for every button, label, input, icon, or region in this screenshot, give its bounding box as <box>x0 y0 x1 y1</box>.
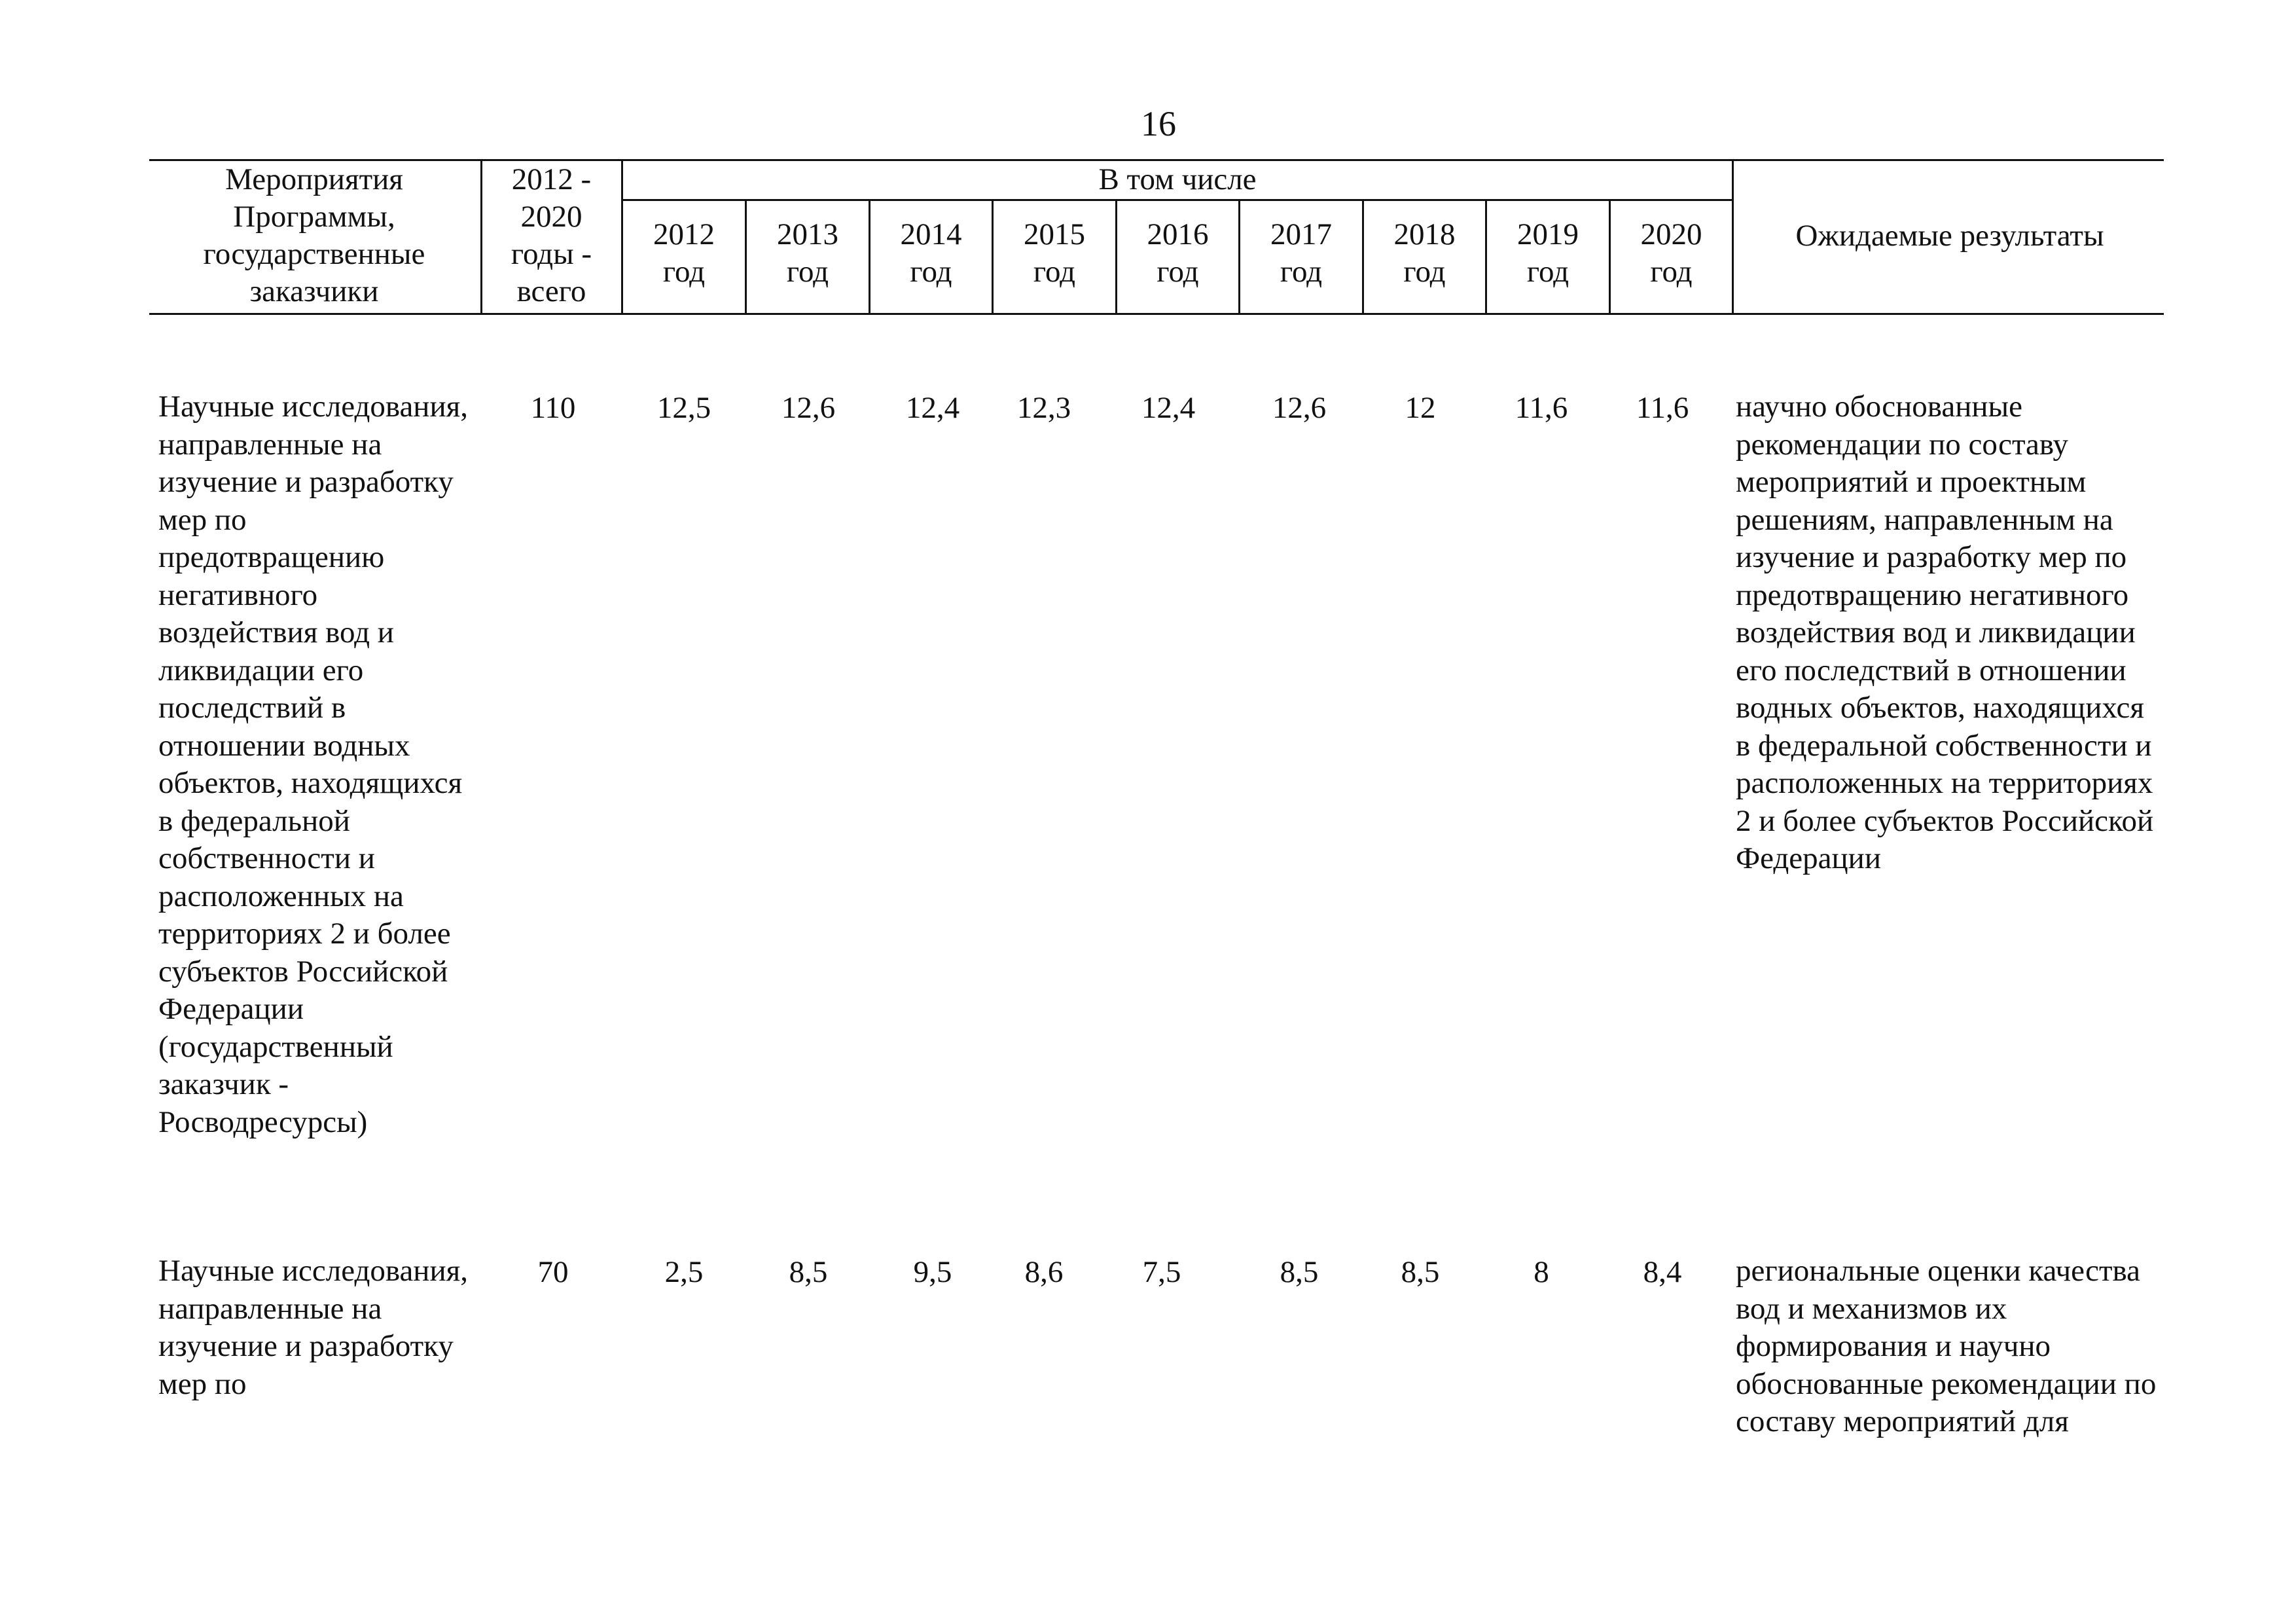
value-cell: 12,3 <box>1016 391 1071 425</box>
header-year: 2014 год <box>900 217 962 289</box>
value-cell: 8,6 <box>1024 1255 1064 1289</box>
value-cell: 12,4 <box>905 391 960 425</box>
value-cell: 8 <box>1534 1255 1549 1289</box>
header-divider <box>1732 159 1734 315</box>
result-cell: региональные оценки качества вод и механизмов их формирования и научно обоснованные рекомендации по составу мероприятий для <box>1736 1254 2157 1438</box>
total-cell: 110 <box>530 391 576 425</box>
value-cell: 11,6 <box>1515 391 1568 425</box>
page-number: 16 <box>1141 104 1176 143</box>
header-total: 2012 - 2020 годы - всего <box>511 162 592 308</box>
value-cell: 9,5 <box>913 1255 952 1289</box>
header-divider <box>480 159 482 315</box>
header-results: Ожидаемые результаты <box>1795 219 2104 253</box>
header-year: 2015 год <box>1024 217 1085 289</box>
header-year: 2013 год <box>777 217 838 289</box>
value-cell: 2,5 <box>664 1255 704 1289</box>
value-cell: 7,5 <box>1142 1255 1181 1289</box>
value-cell: 8,4 <box>1643 1255 1682 1289</box>
value-cell: 12,6 <box>1272 391 1327 425</box>
header-year: 2019 год <box>1517 217 1579 289</box>
measure-cell: Научные исследования, направленные на изучение и разработку мер по <box>158 1254 468 1401</box>
header-year: 2012 год <box>653 217 715 289</box>
header-bottom-rule <box>149 313 2164 315</box>
value-cell: 11,6 <box>1636 391 1689 425</box>
header-year: 2020 год <box>1640 217 1702 289</box>
header-year: 2017 год <box>1270 217 1332 289</box>
subheader-rule <box>621 199 1732 201</box>
total-cell: 70 <box>537 1255 569 1289</box>
value-cell: 12,5 <box>656 391 711 425</box>
value-cell: 8,5 <box>789 1255 828 1289</box>
value-cell: 12,4 <box>1141 391 1196 425</box>
value-cell: 12 <box>1405 391 1436 425</box>
value-cell: 8,5 <box>1401 1255 1440 1289</box>
measure-cell: Научные исследования, направленные на изучение и разработку мер по предотвращению негативного воздействия вод и ликвидации его последствий в отношении водных объектов, находящихся в федеральной собственности и расположенных на территориях 2 и более субъектов Российской Федерации (государственный заказчик - Росводресурсы) <box>158 390 468 1139</box>
value-cell: 8,5 <box>1280 1255 1319 1289</box>
header-measures: Мероприятия Программы, государственные заказчики <box>203 162 425 308</box>
header-group-label: В том числе <box>1098 162 1257 196</box>
header-year: 2018 год <box>1393 217 1456 289</box>
header-year: 2016 год <box>1147 217 1209 289</box>
value-cell: 12,6 <box>781 391 836 425</box>
result-cell: научно обоснованные рекомендации по составу мероприятий и проектным решениям, направленным на изучение и разработку мер по предотвращению негативного воздействия вод и ликвидации его последствий в отношении водных объектов, находящихся в федеральной собственности и расположенных на территориях 2 и более субъектов Российской Федерации <box>1736 390 2154 875</box>
